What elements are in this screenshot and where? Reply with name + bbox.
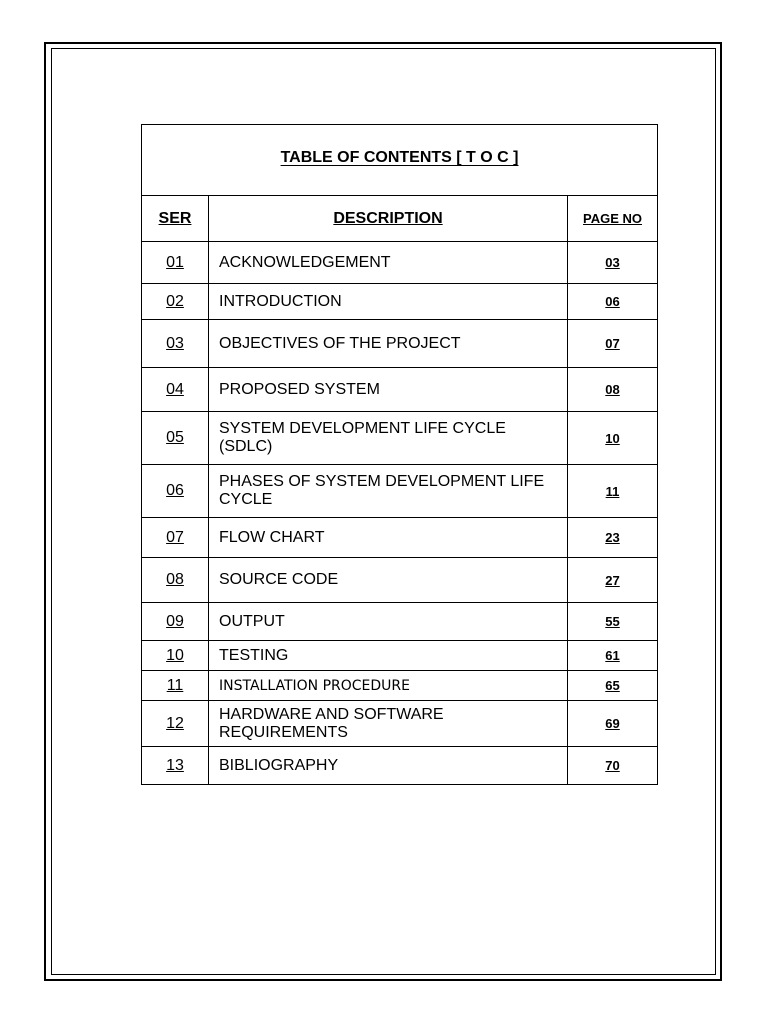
row-description: HARDWARE AND SOFTWARE REQUIREMENTS xyxy=(209,701,568,747)
toc-title: TABLE OF CONTENTS [ T O C ] xyxy=(142,125,658,196)
row-description: BIBLIOGRAPHY xyxy=(209,747,568,785)
row-description: PHASES OF SYSTEM DEVELOPMENT LIFE CYCLE xyxy=(209,465,568,518)
row-page: 27 xyxy=(568,558,658,603)
row-page: 11 xyxy=(568,465,658,518)
row-ser: 06 xyxy=(142,465,209,518)
table-row xyxy=(142,747,658,785)
row-description: INTRODUCTION xyxy=(209,284,568,320)
row-page: 61 xyxy=(568,641,658,671)
row-ser: 12 xyxy=(142,701,209,747)
row-page: 10 xyxy=(568,412,658,465)
row-ser: 04 xyxy=(142,368,209,412)
header-page-no: PAGE NO xyxy=(568,196,658,242)
row-ser: 08 xyxy=(142,558,209,603)
table-row xyxy=(142,518,658,558)
row-page: 55 xyxy=(568,603,658,641)
row-page: 08 xyxy=(568,368,658,412)
table-row xyxy=(142,242,658,284)
row-ser: 09 xyxy=(142,603,209,641)
table-row xyxy=(142,641,658,671)
table-row xyxy=(142,465,658,518)
row-ser: 13 xyxy=(142,747,209,785)
table-row xyxy=(142,320,658,368)
table-row xyxy=(142,603,658,641)
row-page: 07 xyxy=(568,320,658,368)
row-description: OBJECTIVES OF THE PROJECT xyxy=(209,320,568,368)
toc-title-row xyxy=(142,125,658,196)
row-description: SYSTEM DEVELOPMENT LIFE CYCLE (SDLC) xyxy=(209,412,568,465)
row-description: ACKNOWLEDGEMENT xyxy=(209,242,568,284)
table-row xyxy=(142,558,658,603)
table-row xyxy=(142,284,658,320)
row-ser: 05 xyxy=(142,412,209,465)
toc-table xyxy=(141,124,658,785)
row-description: FLOW CHART xyxy=(209,518,568,558)
table-row xyxy=(142,368,658,412)
row-page: 23 xyxy=(568,518,658,558)
row-page: 65 xyxy=(568,671,658,701)
row-ser: 01 xyxy=(142,242,209,284)
table-row xyxy=(142,671,658,701)
row-ser: 03 xyxy=(142,320,209,368)
row-description: PROPOSED SYSTEM xyxy=(209,368,568,412)
row-ser: 11 xyxy=(142,671,209,701)
header-description: DESCRIPTION xyxy=(209,196,568,242)
table-row xyxy=(142,701,658,747)
row-description: TESTING xyxy=(209,641,568,671)
row-ser: 02 xyxy=(142,284,209,320)
table-row xyxy=(142,412,658,465)
row-ser: 10 xyxy=(142,641,209,671)
row-description: OUTPUT xyxy=(209,603,568,641)
toc-header-row xyxy=(142,196,658,242)
row-page: 69 xyxy=(568,701,658,747)
row-page: 70 xyxy=(568,747,658,785)
row-ser: 07 xyxy=(142,518,209,558)
row-description: INSTALLATION PROCEDURE xyxy=(209,671,568,701)
row-page: 03 xyxy=(568,242,658,284)
header-ser: SER xyxy=(142,196,209,242)
row-page: 06 xyxy=(568,284,658,320)
row-description: SOURCE CODE xyxy=(209,558,568,603)
